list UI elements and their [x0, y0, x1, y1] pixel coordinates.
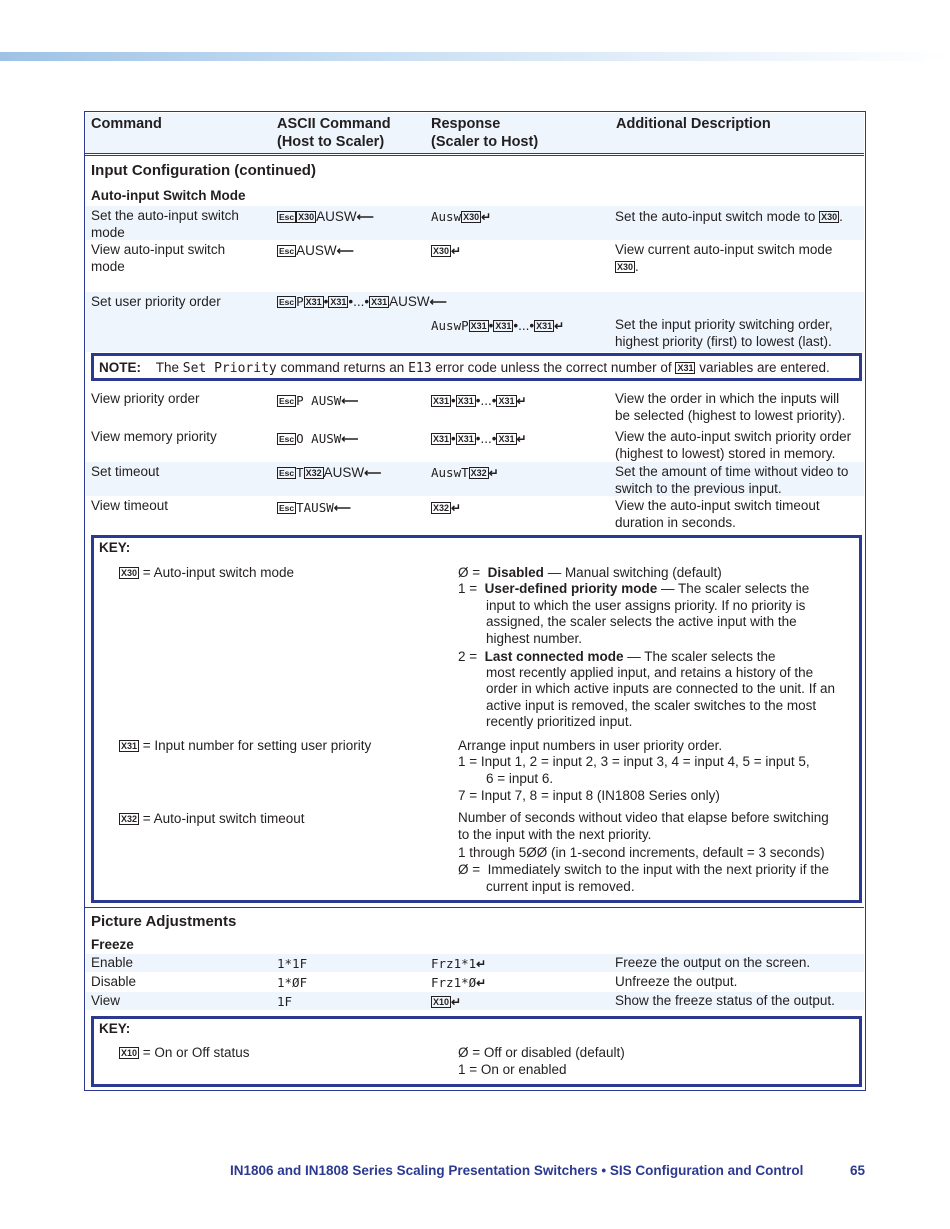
enter-arrow-icon: ↵ [476, 957, 487, 971]
freeze-resp-enable: Frz1*1↵ [431, 956, 487, 971]
var-x31: X31 [536, 321, 553, 331]
key-x30-0: Ø = Disabled — Manual switching (default) [458, 565, 722, 580]
enter-arrow-icon: ↵ [488, 466, 499, 480]
ascii-view-timeout: Esc TAUSW⟵ [279, 500, 351, 515]
cmd-set-timeout: Set timeout [91, 464, 160, 479]
freeze-desc-enable: Freeze the output on the screen. [615, 955, 811, 970]
header-ascii-direction: (Host to Scaler) [277, 134, 385, 150]
resp-view-timeout [431, 499, 461, 517]
header-additional: Additional Description [616, 116, 771, 132]
var-x30: X30 [821, 212, 838, 222]
subsection-freeze: Freeze [91, 937, 134, 952]
esc-key-icon: Esc [279, 468, 295, 478]
desc-set-timeout-cont: switch to the previous input. [615, 481, 782, 496]
key-x30-1-line2: input to which the user assigns priority. If no priority is [486, 598, 806, 613]
var-x31: X31 [433, 434, 450, 444]
key-x30-1-line4: highest number. [486, 631, 583, 646]
var-x30: X30 [463, 212, 480, 222]
enter-arrow-icon: ↵ [481, 210, 492, 224]
esc-key-icon: Esc [279, 396, 295, 406]
section-title-picture-adjustments: Picture Adjustments [91, 913, 237, 930]
cmd-set-user-priority: Set user priority order [91, 294, 221, 309]
freeze-cmd-enable: Enable [91, 955, 134, 970]
sis-command-table [84, 111, 866, 1091]
enter-arrow-icon: ↵ [554, 319, 565, 333]
cmd-view-timeout: View timeout [91, 498, 169, 513]
resp-set-timeout: AuswT X32 ↵ [431, 465, 499, 480]
key-x31-label: X31 = Input number for setting user priority [121, 738, 372, 753]
cmd-view-priority-order: View priority order [91, 391, 200, 406]
key-x32-label: X32 = Auto-input switch timeout [121, 811, 305, 826]
key2-title: KEY: [99, 1021, 131, 1036]
resp-set-auto-input-mode: Ausw X30 ↵ [431, 209, 492, 224]
desc-set-auto-input-mode: Set the auto-input switch mode to X30 . [615, 209, 843, 224]
resp-view-priority-order: X31 • X31 •...• X31 ↵ [433, 393, 527, 408]
var-x30: X30 [617, 262, 634, 272]
section-title-input-configuration: Input Configuration (continued) [91, 162, 316, 179]
key-x30-2-line4: active input is removed, the scaler switches to the most [486, 698, 817, 713]
enter-arrow-icon: ↵ [451, 995, 462, 1009]
esc-key-icon: Esc [279, 434, 295, 444]
enter-arrow-icon: ↵ [451, 244, 462, 258]
var-x31: X31 [495, 321, 512, 331]
note-text: NOTE: The Set Priority command returns an E13 error code unless the correct number of X31 variables are entered. [99, 360, 830, 376]
ascii-view-memory-priority: Esc O AUSW⟵ [279, 431, 359, 446]
desc-view-priority-order-cont: be selected (highest to lowest priority). [615, 408, 846, 423]
page-number: 65 [850, 1163, 866, 1178]
var-x31: X31 [433, 396, 450, 406]
header-command: Command [91, 116, 162, 132]
page-footer: IN1806 and IN1808 Series Scaling Presentation Switchers • SIS Configuration and Control [230, 1163, 804, 1178]
key-x30-2-line3: order in which active inputs are connected to the unit. If an [486, 681, 835, 696]
desc-view-timeout-cont: duration in seconds. [615, 515, 736, 530]
var-x31: X31 [457, 396, 474, 406]
var-x31: X31 [498, 396, 515, 406]
key-x30-1-line3: assigned, the scaler selects the active input with the [486, 614, 797, 629]
var-x10: X10 [433, 997, 450, 1007]
esc-key-icon: Esc [279, 212, 295, 222]
key-x32-line2: to the input with the next priority. [458, 827, 652, 842]
desc-set-user-priority: Set the input priority switching order, [615, 317, 833, 332]
resp-view-auto-input-mode [431, 242, 461, 260]
var-x31: X31 [121, 741, 138, 751]
key-x30-label: X30 = Auto-input switch mode [121, 565, 294, 580]
key-x32-line4: Ø = Immediately switch to the input with the next priority if the [458, 862, 830, 877]
note-code-e13: E13 [408, 361, 432, 376]
header-response-direction: (Scaler to Host) [431, 134, 539, 150]
ascii-set-auto-input-mode: Esc X30 AUSW⟵ [279, 209, 374, 224]
var-x30: X30 [121, 568, 138, 578]
subsection-auto-input-switch-mode: Auto-input Switch Mode [91, 188, 246, 203]
note-label: NOTE: [99, 360, 141, 375]
ascii-view-auto-input-mode: Esc AUSW⟵ [279, 243, 354, 258]
cmd-view-auto-input-mode-cont: mode [91, 259, 125, 274]
key-x31-line1: Arrange input numbers in user priority order. [458, 738, 723, 753]
key-x32-line1: Number of seconds without video that elapse before switching [458, 810, 829, 825]
var-x32: X32 [305, 468, 322, 478]
send-arrow-icon: ⟵ [341, 394, 359, 408]
desc-view-priority-order: View the order in which the inputs will [615, 391, 840, 406]
desc-view-auto-input-mode: View current auto-input switch mode [615, 242, 833, 257]
send-arrow-icon: ⟵ [364, 466, 382, 480]
var-x31: X31 [371, 297, 388, 307]
desc-view-memory-priority-cont: (highest to lowest) stored in memory. [615, 446, 836, 461]
var-x31: X31 [498, 434, 515, 444]
key-title: KEY: [99, 540, 131, 555]
desc-set-timeout: Set the amount of time without video to [615, 464, 849, 479]
cmd-set-auto-input-mode-cont: mode [91, 225, 125, 240]
enter-arrow-icon: ↵ [451, 501, 462, 515]
ascii-view-priority-order: Esc P AUSW⟵ [279, 393, 359, 408]
freeze-resp-disable: Frz1*Ø↵ [431, 975, 487, 990]
page-header-gradient-bar [0, 52, 950, 61]
send-arrow-icon: ⟵ [429, 295, 447, 309]
cmd-set-auto-input-mode: Set the auto-input switch [91, 208, 239, 223]
key2-line2: 1 = On or enabled [458, 1062, 567, 1077]
freeze-ascii-disable: 1*ØF [277, 975, 308, 990]
var-x32: X32 [433, 503, 450, 513]
desc-view-timeout: View the auto-input switch timeout [615, 498, 820, 513]
desc-view-memory-priority: View the auto-input switch priority order [615, 429, 852, 444]
resp-view-memory-priority: X31 • X31 •...• X31 ↵ [433, 431, 527, 446]
key2-line1: Ø = Off or disabled (default) [458, 1045, 625, 1060]
section-divider [85, 907, 864, 908]
var-x30: X30 [433, 246, 450, 256]
key2-x10-label: X10 = On or Off status [121, 1045, 250, 1060]
freeze-resp-view [431, 993, 461, 1011]
esc-key-icon: Esc [279, 297, 295, 307]
send-arrow-icon: ⟵ [333, 501, 351, 515]
var-x31: X31 [305, 297, 322, 307]
key-x31-line4: 7 = Input 7, 8 = input 8 (IN1808 Series only) [458, 788, 720, 803]
header-ascii: ASCII Command [277, 116, 391, 132]
key-x30-2: 2 = Last connected mode — The scaler selects the [458, 649, 776, 664]
freeze-desc-view: Show the freeze status of the output. [615, 993, 835, 1008]
key-x31-line3: 6 = input 6. [486, 771, 554, 786]
cmd-view-memory-priority: View memory priority [91, 429, 217, 444]
ascii-set-timeout: Esc T X32 AUSW⟵ [279, 465, 382, 480]
var-x32: X32 [121, 814, 138, 824]
freeze-cmd-view: View [91, 993, 121, 1008]
ascii-set-user-priority: Esc P X31 • X31 •...• X31 AUSW⟵ [279, 294, 447, 309]
desc-set-user-priority-cont: highest priority (first) to lowest (last). [615, 334, 832, 349]
freeze-ascii-view: 1F [277, 994, 293, 1009]
cmd-view-auto-input-mode: View auto-input switch [91, 242, 226, 257]
var-x30: X30 [298, 212, 315, 222]
desc-view-auto-input-mode-var: X30 . [617, 259, 639, 274]
note-code-set-priority: Set Priority [182, 361, 277, 376]
key-x31-line2: 1 = Input 1, 2 = input 2, 3 = input 3, 4 = input 4, 5 = input 5, [458, 754, 810, 769]
freeze-desc-disable: Unfreeze the output. [615, 974, 738, 989]
key-x32-line5: current input is removed. [486, 879, 635, 894]
send-arrow-icon: ⟵ [336, 244, 354, 258]
header-divider [85, 153, 864, 156]
send-arrow-icon: ⟵ [341, 432, 359, 446]
var-x31: X31 [330, 297, 347, 307]
enter-arrow-icon: ↵ [516, 394, 527, 408]
key-x30-2-line2: most recently applied input, and retains a history of the [486, 665, 814, 680]
enter-arrow-icon: ↵ [476, 976, 487, 990]
freeze-ascii-enable: 1*1F [277, 956, 308, 971]
header-response: Response [431, 116, 501, 132]
var-x31: X31 [470, 321, 487, 331]
key-x30-1: 1 = User-defined priority mode — The scaler selects the [458, 581, 810, 596]
freeze-cmd-disable: Disable [91, 974, 137, 989]
key-x30-2-line5: recently prioritized input. [486, 714, 633, 729]
esc-key-icon: Esc [279, 503, 295, 513]
var-x10: X10 [121, 1048, 138, 1058]
var-x31: X31 [677, 363, 694, 373]
resp-set-user-priority: AuswP X31 • X31 •...• X31 ↵ [431, 318, 565, 333]
send-arrow-icon: ⟵ [356, 210, 374, 224]
enter-arrow-icon: ↵ [516, 432, 527, 446]
key-x32-line3: 1 through 5ØØ (in 1-second increments, default = 3 seconds) [458, 845, 825, 860]
var-x32: X32 [470, 468, 487, 478]
esc-key-icon: Esc [279, 246, 295, 256]
var-x31: X31 [457, 434, 474, 444]
